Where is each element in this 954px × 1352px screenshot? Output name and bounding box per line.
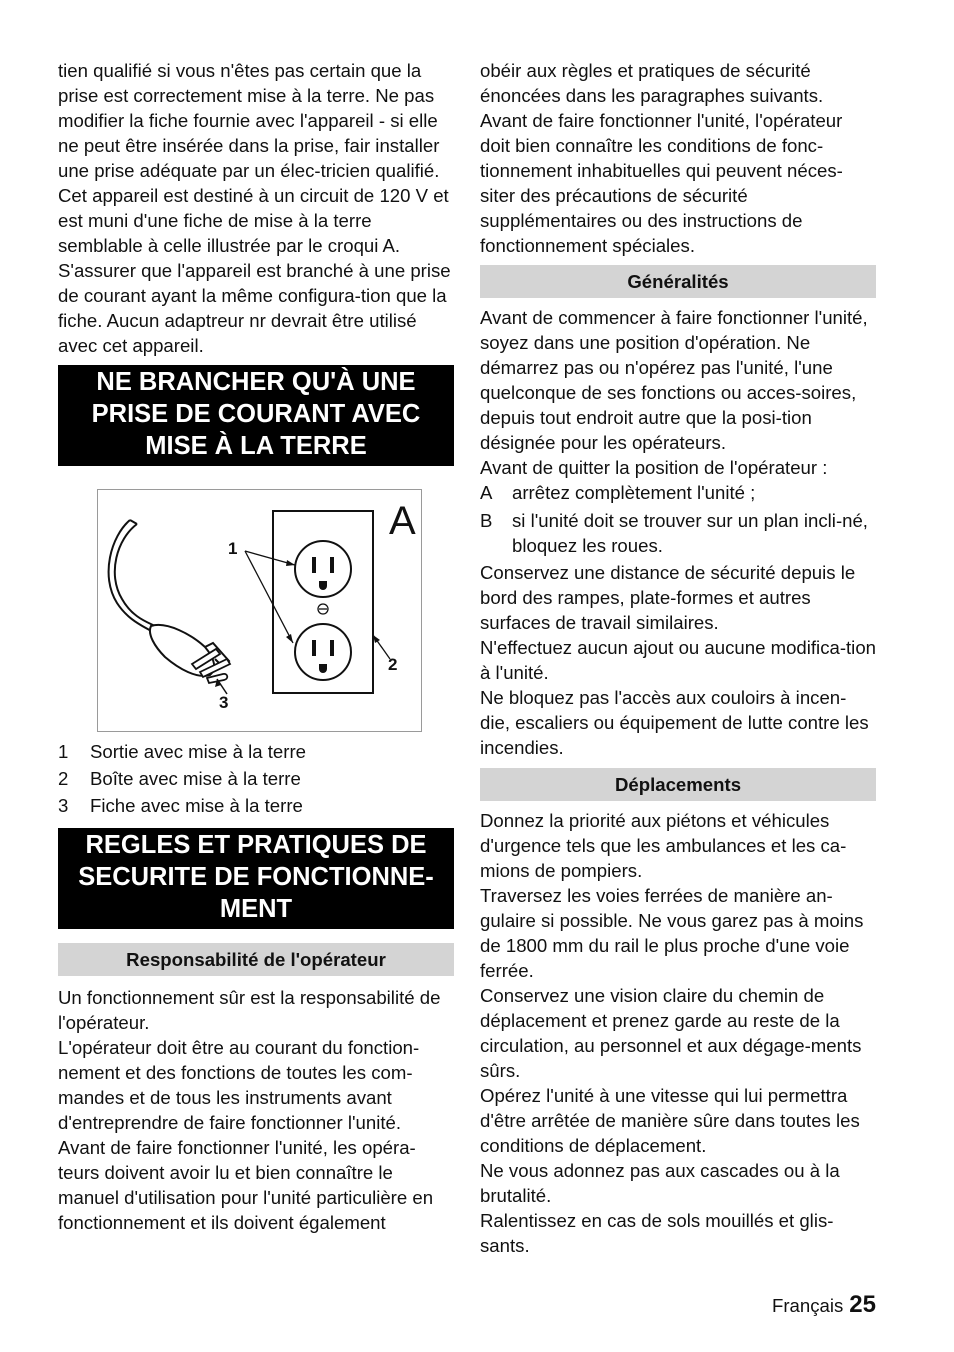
- intro-paragraph: Avant de faire fonctionner l'unité, l'opérateur doit bien connaître les conditions de fonc-tionnement inhabituelles qui peuvent néces-siter des précautions de sécurité supplémentaires ou des instructions de fonctionnement spéciales.: [480, 110, 843, 256]
- body-paragraph: Un fonctionnement sûr est la responsabilité de l'opérateur.: [58, 987, 441, 1033]
- moves-section-body: [480, 808, 876, 1258]
- grounded-plug-figure: [97, 489, 422, 732]
- intro-paragraph: Cet appareil est destiné à un circuit de 120 V et est muni d'une fiche de mise à la terre semblable à celle illustrée par le croqui A. S'assurer que l'appareil est branché à une prise de courant ayant la même configura-tion que la fiche. Aucun adaptreur nr devrait être utilisé avec cet appareil.: [58, 185, 451, 356]
- left-column: [58, 58, 454, 1235]
- general-section-body: [480, 305, 876, 760]
- section-heading-general: Généralités: [480, 265, 876, 298]
- body-paragraph: Ralentissez en cas de sols mouillés et glis-sants.: [480, 1210, 834, 1256]
- legend-item: 3 Fiche avec mise à la terre: [58, 795, 303, 816]
- grounding-warning-banner: NE BRANCHER QU'À UNE PRISE DE COURANT AVEC MISE À LA TERRE: [58, 365, 454, 466]
- list-item: B si l'unité doit se trouver sur un plan incli-né, bloquez les roues.: [480, 510, 868, 556]
- section-heading-operator: Responsabilité de l'opérateur: [58, 943, 454, 976]
- footer-language: Français: [771, 1295, 844, 1316]
- body-paragraph: Ne vous adonnez pas aux cascades ou à la brutalité.: [480, 1160, 840, 1206]
- legend-item: 2 Boîte avec mise à la terre: [58, 768, 301, 789]
- body-paragraph: Avant de faire fonctionner l'unité, les opéra-teurs doivent avoir lu et bien connaître le manuel d'utilisation pour l'unité particulière en fonctionnement et ils doivent également: [58, 1137, 434, 1233]
- page-footer: [772, 1290, 876, 1321]
- right-column: [480, 58, 876, 1258]
- callout-1: 1: [228, 539, 238, 558]
- list-item: A arrêtez complètement l'unité ;: [480, 482, 756, 503]
- page-number: 25: [849, 1291, 876, 1318]
- intro-paragraph: tien qualifié si vous n'êtes pas certain que la prise est correctement mise à la terre. Ne pas modifier la fiche fournie avec l'appareil - si elle ne peut être insérée dans la prise, fair installer une prise adéquate par un élec-tricien qualifié.: [58, 60, 440, 181]
- legend-item: 1 Sortie avec mise à la terre: [58, 741, 306, 762]
- operator-section-body: [58, 985, 454, 1235]
- figure-letter: A: [389, 499, 416, 543]
- body-paragraph: Conservez une distance de sécurité depuis le bord des rampes, plate-formes et autres surfaces de travail similaires.: [480, 562, 856, 633]
- body-paragraph: Conservez une vision claire du chemin de déplacement et prenez garde au reste de la circulation, au personnel et aux dégage-ments sûrs.: [480, 985, 862, 1081]
- body-paragraph: L'opérateur doit être au courant du fonction-nement et des fonctions de toutes les com-mandes et de tous les instruments avant d'entreprendre de faire fonctionner l'unité.: [58, 1037, 420, 1133]
- plug-outlet-drawing: [97, 489, 422, 732]
- body-paragraph: Avant de quitter la position de l'opérateur :: [480, 457, 828, 478]
- safety-rules-banner: REGLES ET PRATIQUES DE SECURITE DE FONCTIONNE- MENT: [58, 828, 454, 929]
- section-heading-moves: Déplacements: [480, 768, 876, 801]
- body-paragraph: Ne bloquez pas l'accès aux couloirs à incen-die, escaliers ou équipement de lutte contre les incendies.: [480, 687, 869, 758]
- body-paragraph: Traversez les voies ferrées de manière an-gulaire si possible. Ne vous garez pas à moins de 1800 mm du rail le plus proche d'une voie ferrée.: [480, 885, 864, 981]
- body-paragraph: Donnez la priorité aux piétons et véhicules d'urgence tels que les ambulances et les ca-mions de pompiers.: [480, 810, 847, 881]
- figure-legend: [58, 738, 454, 819]
- body-paragraph: Opérez l'unité à une vitesse qui lui permettra d'être arrêtée de manière sûre dans toutes les conditions de déplacement.: [480, 1085, 860, 1156]
- callout-2: 2: [388, 655, 398, 674]
- intro-paragraph: obéir aux règles et pratiques de sécurité énoncées dans les paragraphes suivants.: [480, 60, 824, 106]
- body-paragraph: Avant de commencer à faire fonctionner l'unité, soyez dans une position d'opération. Ne démarrez pas ou n'opérez pas l'unité, l'une quelconque de ses fonctions ou acces-soires, depuis tout endroit autre que la posi-tion désignée pour les opérateurs.: [480, 307, 868, 453]
- callout-3: 3: [219, 693, 229, 712]
- body-paragraph: N'effectuez aucun ajout ou aucune modifica-tion à l'unité.: [480, 637, 876, 683]
